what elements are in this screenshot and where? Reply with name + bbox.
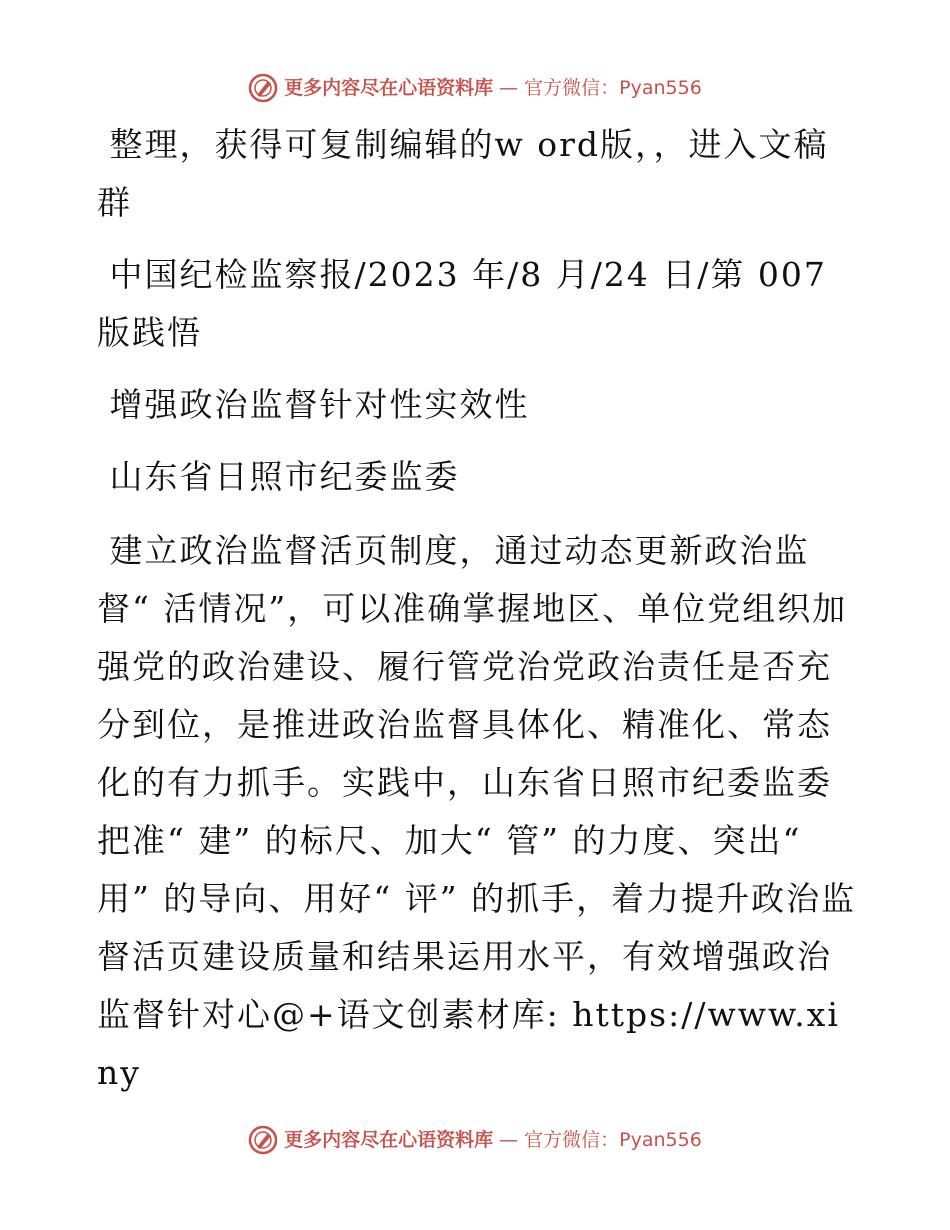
article-author: 山东省日照市纪委监委 [97,457,460,496]
pen-logo-icon [248,1125,278,1155]
paragraph-source: 中国纪检监察报/2023 年/8 月/24 日/第 007 版践悟 [97,255,840,352]
document-body [97,116,857,1102]
watermark-main-text: 更多内容尽在心语资料库 [284,77,494,99]
footer-watermark [0,1125,950,1155]
paragraph-intro: 整理，获得可复制编辑的w ord版，，进入文稿群 [97,125,829,222]
watermark-contact-text: 官方微信：Pyan556 [524,77,702,99]
watermark-dash: — [499,77,519,99]
article-title: 增强政治监督针对性实效性 [97,385,530,424]
watermark-dash: — [499,1129,519,1151]
watermark-main-text: 更多内容尽在心语资料库 [284,1129,494,1151]
pen-logo-icon [248,73,278,103]
header-watermark [0,73,950,103]
paragraph-body: 建立政治监督活页制度，通过动态更新政治监督“ 活情况”，可以准确掌握地区、单位党组织加强党的政治建设、履行管党治党政治责任是否充分到位，是推进政治监督具体化、精准化、常态化的有力抓手。实践中，山东省日照市纪委监委把准“ 建” 的标尺、加大“ 管” 的力度、突出“ 用” 的导向、用好“ 评” 的抓手，着力提升政治监督活页建设质量和结果运用水平，有效增强政治监督针对心@+语文创素材库: https://www.xiny [97,531,857,1092]
watermark-contact-text: 官方微信：Pyan556 [524,1129,702,1151]
